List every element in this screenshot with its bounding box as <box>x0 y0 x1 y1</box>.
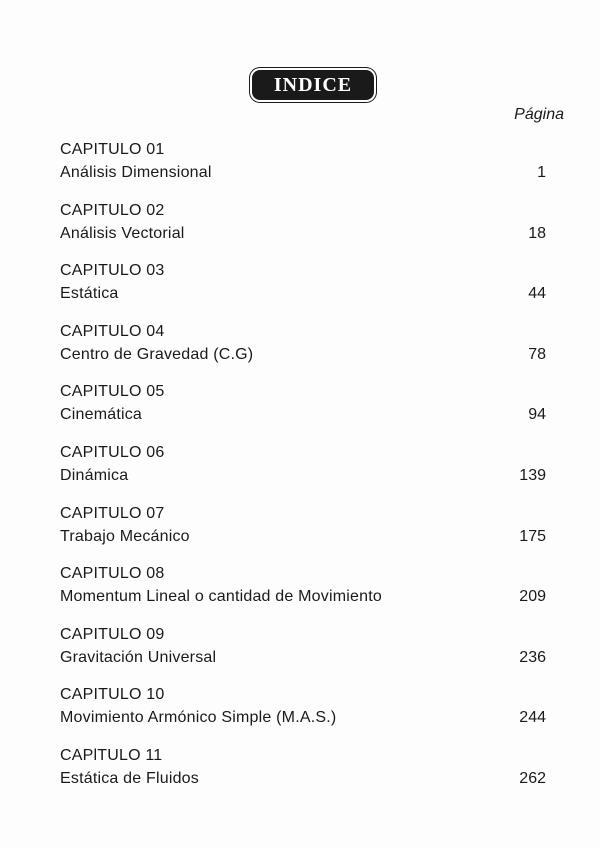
chapter-number: CAPITULO 05 <box>60 383 165 401</box>
toc-entry <box>60 443 546 504</box>
chapter-number: CAPITULO 02 <box>60 201 165 219</box>
chapter-title: Movimiento Armónico Simple (M.A.S.) <box>60 709 337 727</box>
chapter-title: Estática de Fluidos <box>60 769 199 787</box>
chapter-number: CAPITULO 04 <box>60 322 165 340</box>
chapter-title: Cinemática <box>60 406 143 424</box>
chapter-number: CAPITULO 10 <box>60 686 165 704</box>
chapter-title: Trabajo Mecánico <box>60 527 190 545</box>
table-of-contents <box>60 140 546 807</box>
toc-entry <box>60 685 546 746</box>
page-number: 94 <box>528 406 546 424</box>
chapter-number: CAPITULO 01 <box>60 141 165 158</box>
page-number: 262 <box>519 769 546 787</box>
chapter-title: Análisis Dimensional <box>60 164 212 181</box>
chapter-number: CAPITULO 09 <box>60 625 165 643</box>
toc-entry <box>60 564 546 625</box>
chapter-number: CAPITULO 06 <box>60 443 165 461</box>
page-number: 236 <box>519 648 546 666</box>
toc-entry <box>60 382 546 443</box>
chapter-number: CAPITULO 08 <box>60 565 165 583</box>
chapter-title: Momentum Lineal o cantidad de Movimiento <box>60 588 382 606</box>
page-number: 139 <box>519 466 546 484</box>
chapter-number: CAPITULO 07 <box>60 504 165 522</box>
page-number: 78 <box>528 345 546 363</box>
chapter-title: Estática <box>60 285 119 303</box>
toc-entry <box>60 322 546 383</box>
toc-entry <box>60 746 546 807</box>
page-column-header: Página <box>514 106 564 123</box>
page-number: 209 <box>519 588 546 606</box>
page-number: 175 <box>519 527 546 545</box>
chapter-number: CAPlTULO 11 <box>60 746 163 764</box>
index-title-badge <box>253 71 373 99</box>
toc-entry <box>60 625 546 686</box>
chapter-number: CAPITULO 03 <box>60 262 165 280</box>
toc-entry <box>60 140 546 201</box>
index-title: INDICE <box>273 73 353 96</box>
chapter-title: Centro de Gravedad (C.G) <box>60 345 254 363</box>
toc-entry <box>60 504 546 565</box>
page-number: 1 <box>537 164 546 181</box>
toc-entry <box>60 201 546 262</box>
chapter-title: Dinámica <box>60 466 129 484</box>
chapter-title: Análisis Vectorial <box>60 224 185 242</box>
page-number: 244 <box>519 709 546 727</box>
page-number: 18 <box>528 224 546 242</box>
toc-entry <box>60 261 546 322</box>
page-number: 44 <box>528 285 546 303</box>
chapter-title: Gravitación Universal <box>60 648 217 666</box>
